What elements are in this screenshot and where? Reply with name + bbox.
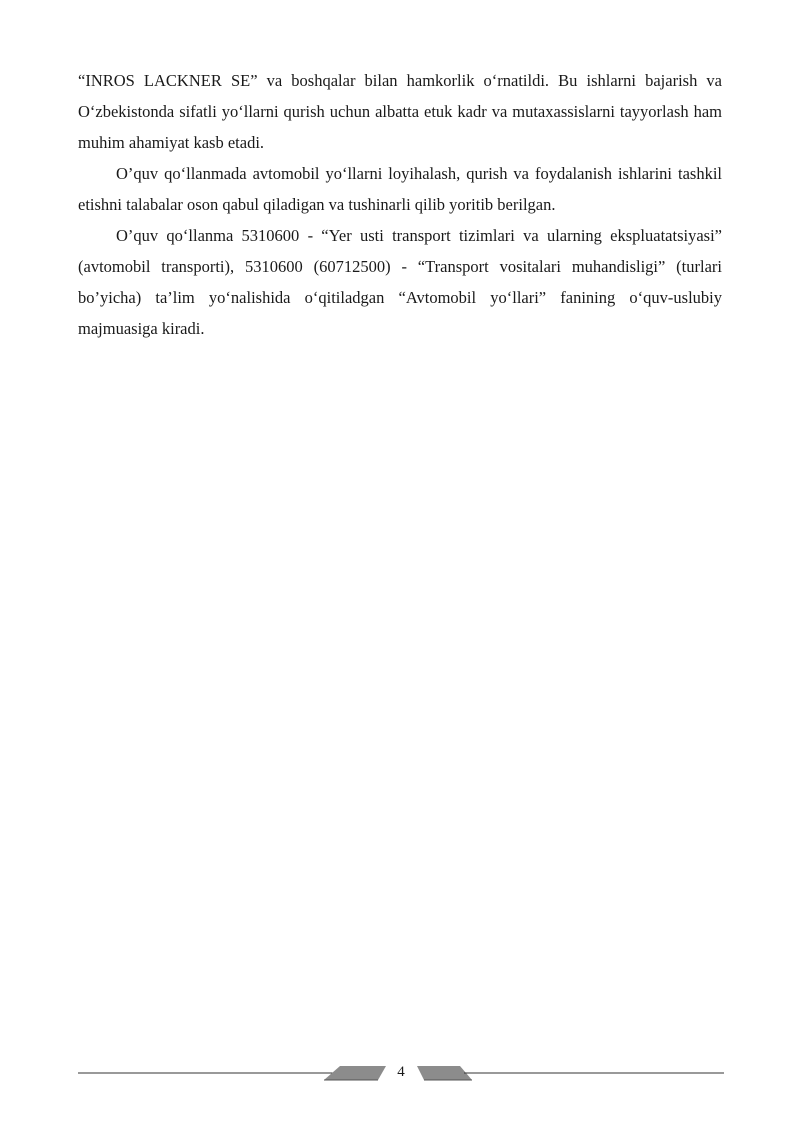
footer-wedge-left [324,1066,386,1080]
page-footer [78,1058,724,1088]
document-body [78,65,722,344]
paragraph-3: O’quv qo‘llanma 5310600 - “Yer usti transport tizimlari va ularning ekspluatatsiyasi” (avtomobil transporti), 5310600 (60712500) - “Transport vositalari muhandisligi” (turlari bo’yicha) ta’lim yo‘nalishida o‘qitiladgan “Avtomobil yo‘llari” fanining o‘quv-uslubiy majmuasiga kiradi. [78,226,722,338]
paragraph-1: “INROS LACKNER SE” va boshqalar bilan hamkorlik o‘rnatildi. Bu ishlarni bajarish va O‘zbekistonda sifatli yo‘llarni qurish uchun albatta etuk kadr va mutaxassislarni tayyorlash ham muhim ahamiyat kasb etadi. [78,71,722,152]
page-number: 4 [397,1064,405,1080]
footer-wedge-right [417,1066,472,1080]
paragraph-2: O’quv qo‘llanmada avtomobil yo‘llarni loyihalash, qurish va foydalanish ishlarini tashkil etishni talabalar oson qabul qiladigan va tushinarli qilib yoritib berilgan. [78,164,722,214]
